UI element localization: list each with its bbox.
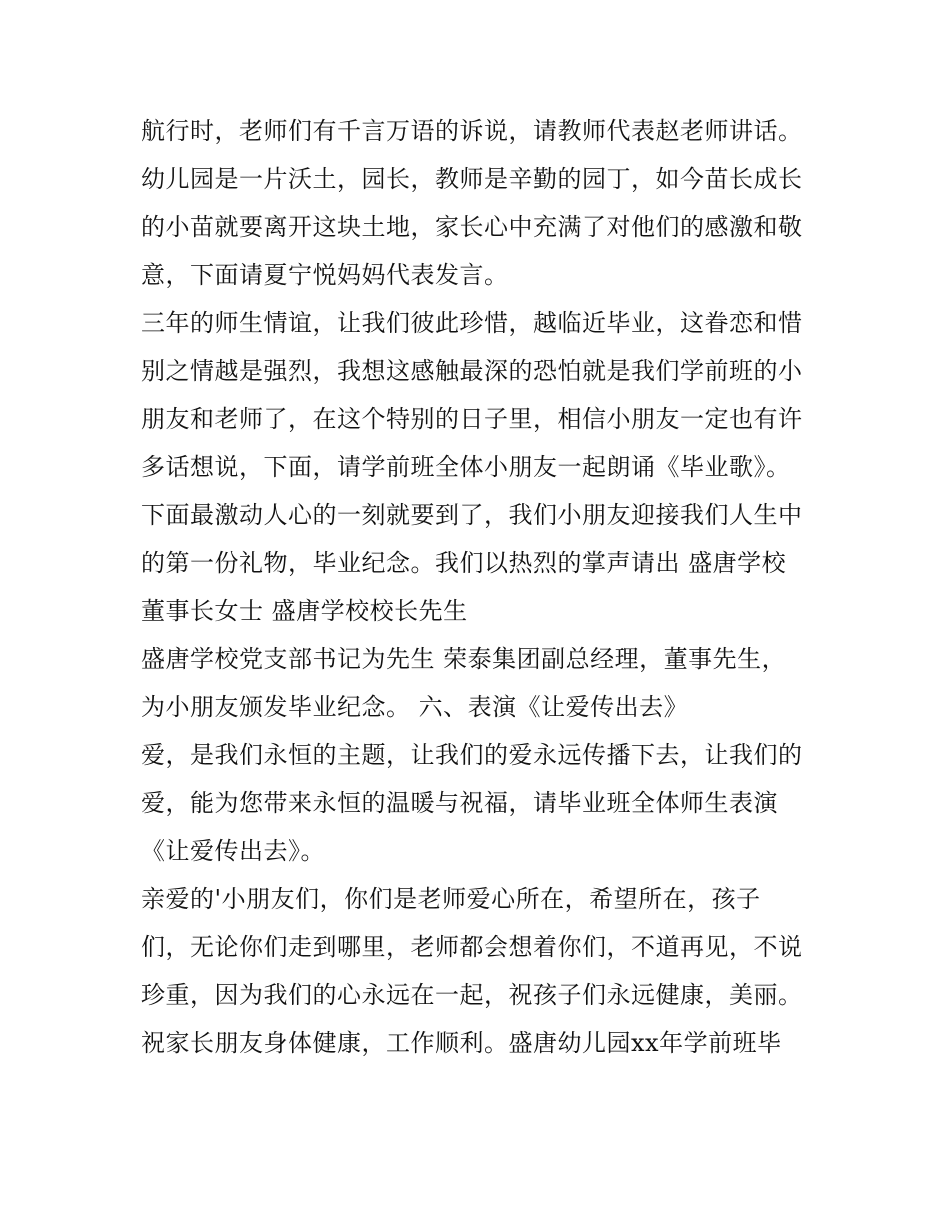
text-line: 别之情越是强烈，我想这感触最深的恐怕就是我们学前班的小: [141, 357, 803, 385]
text-line: 航行时，老师们有千言万语的诉说，请教师代表赵老师讲话。: [141, 117, 803, 145]
text-line: 爱，是我们永恒的主题，让我们的爱永远传播下去，让我们的: [141, 741, 803, 769]
text-line: 三年的师生情谊，让我们彼此珍惜，越临近毕业，这眷恋和惜: [141, 309, 803, 337]
text-line: 祝家长朋友身体健康，工作顺利。盛唐幼儿园xx年学前班毕: [141, 1029, 782, 1057]
text-line: 珍重，因为我们的心永远在一起，祝孩子们永远健康，美丽。: [141, 981, 803, 1009]
text-line: 盛唐学校党支部书记为先生 荣泰集团副总经理，董事先生，: [141, 645, 787, 673]
text-line: 为小朋友颁发毕业纪念。 六、表演《让爱传出去》: [141, 693, 689, 721]
text-line: 的小苗就要离开这块土地，家长心中充满了对他们的感激和敬: [141, 213, 803, 241]
text-line: 的第一份礼物，毕业纪念。我们以热烈的掌声请出 盛唐学校: [141, 549, 787, 577]
text-line: 董事长女士 盛唐学校校长先生: [141, 597, 468, 625]
text-line: 下面最激动人心的一刻就要到了，我们小朋友迎接我们人生中: [141, 501, 803, 529]
text-line: 爱，能为您带来永恒的温暖与祝福，请毕业班全体师生表演: [141, 789, 778, 817]
text-line: 们，无论你们走到哪里，老师都会想着你们，不道再见，不说: [141, 933, 803, 961]
text-line: 朋友和老师了，在这个特别的日子里，相信小朋友一定也有许: [141, 405, 803, 433]
document-body: [141, 107, 831, 1067]
text-line: 《让爱传出去》。: [141, 837, 325, 865]
text-line: 幼儿园是一片沃土，园长，教师是辛勤的园丁，如今苗长成长: [141, 165, 803, 193]
text-line: 多话想说，下面，请学前班全体小朋友一起朗诵《毕业歌》。: [141, 453, 791, 481]
text-line: 意，下面请夏宁悦妈妈代表发言。: [141, 261, 509, 289]
text-line: 亲爱的'小朋友们，你们是老师爱心所在，希望所在，孩子: [141, 885, 761, 913]
